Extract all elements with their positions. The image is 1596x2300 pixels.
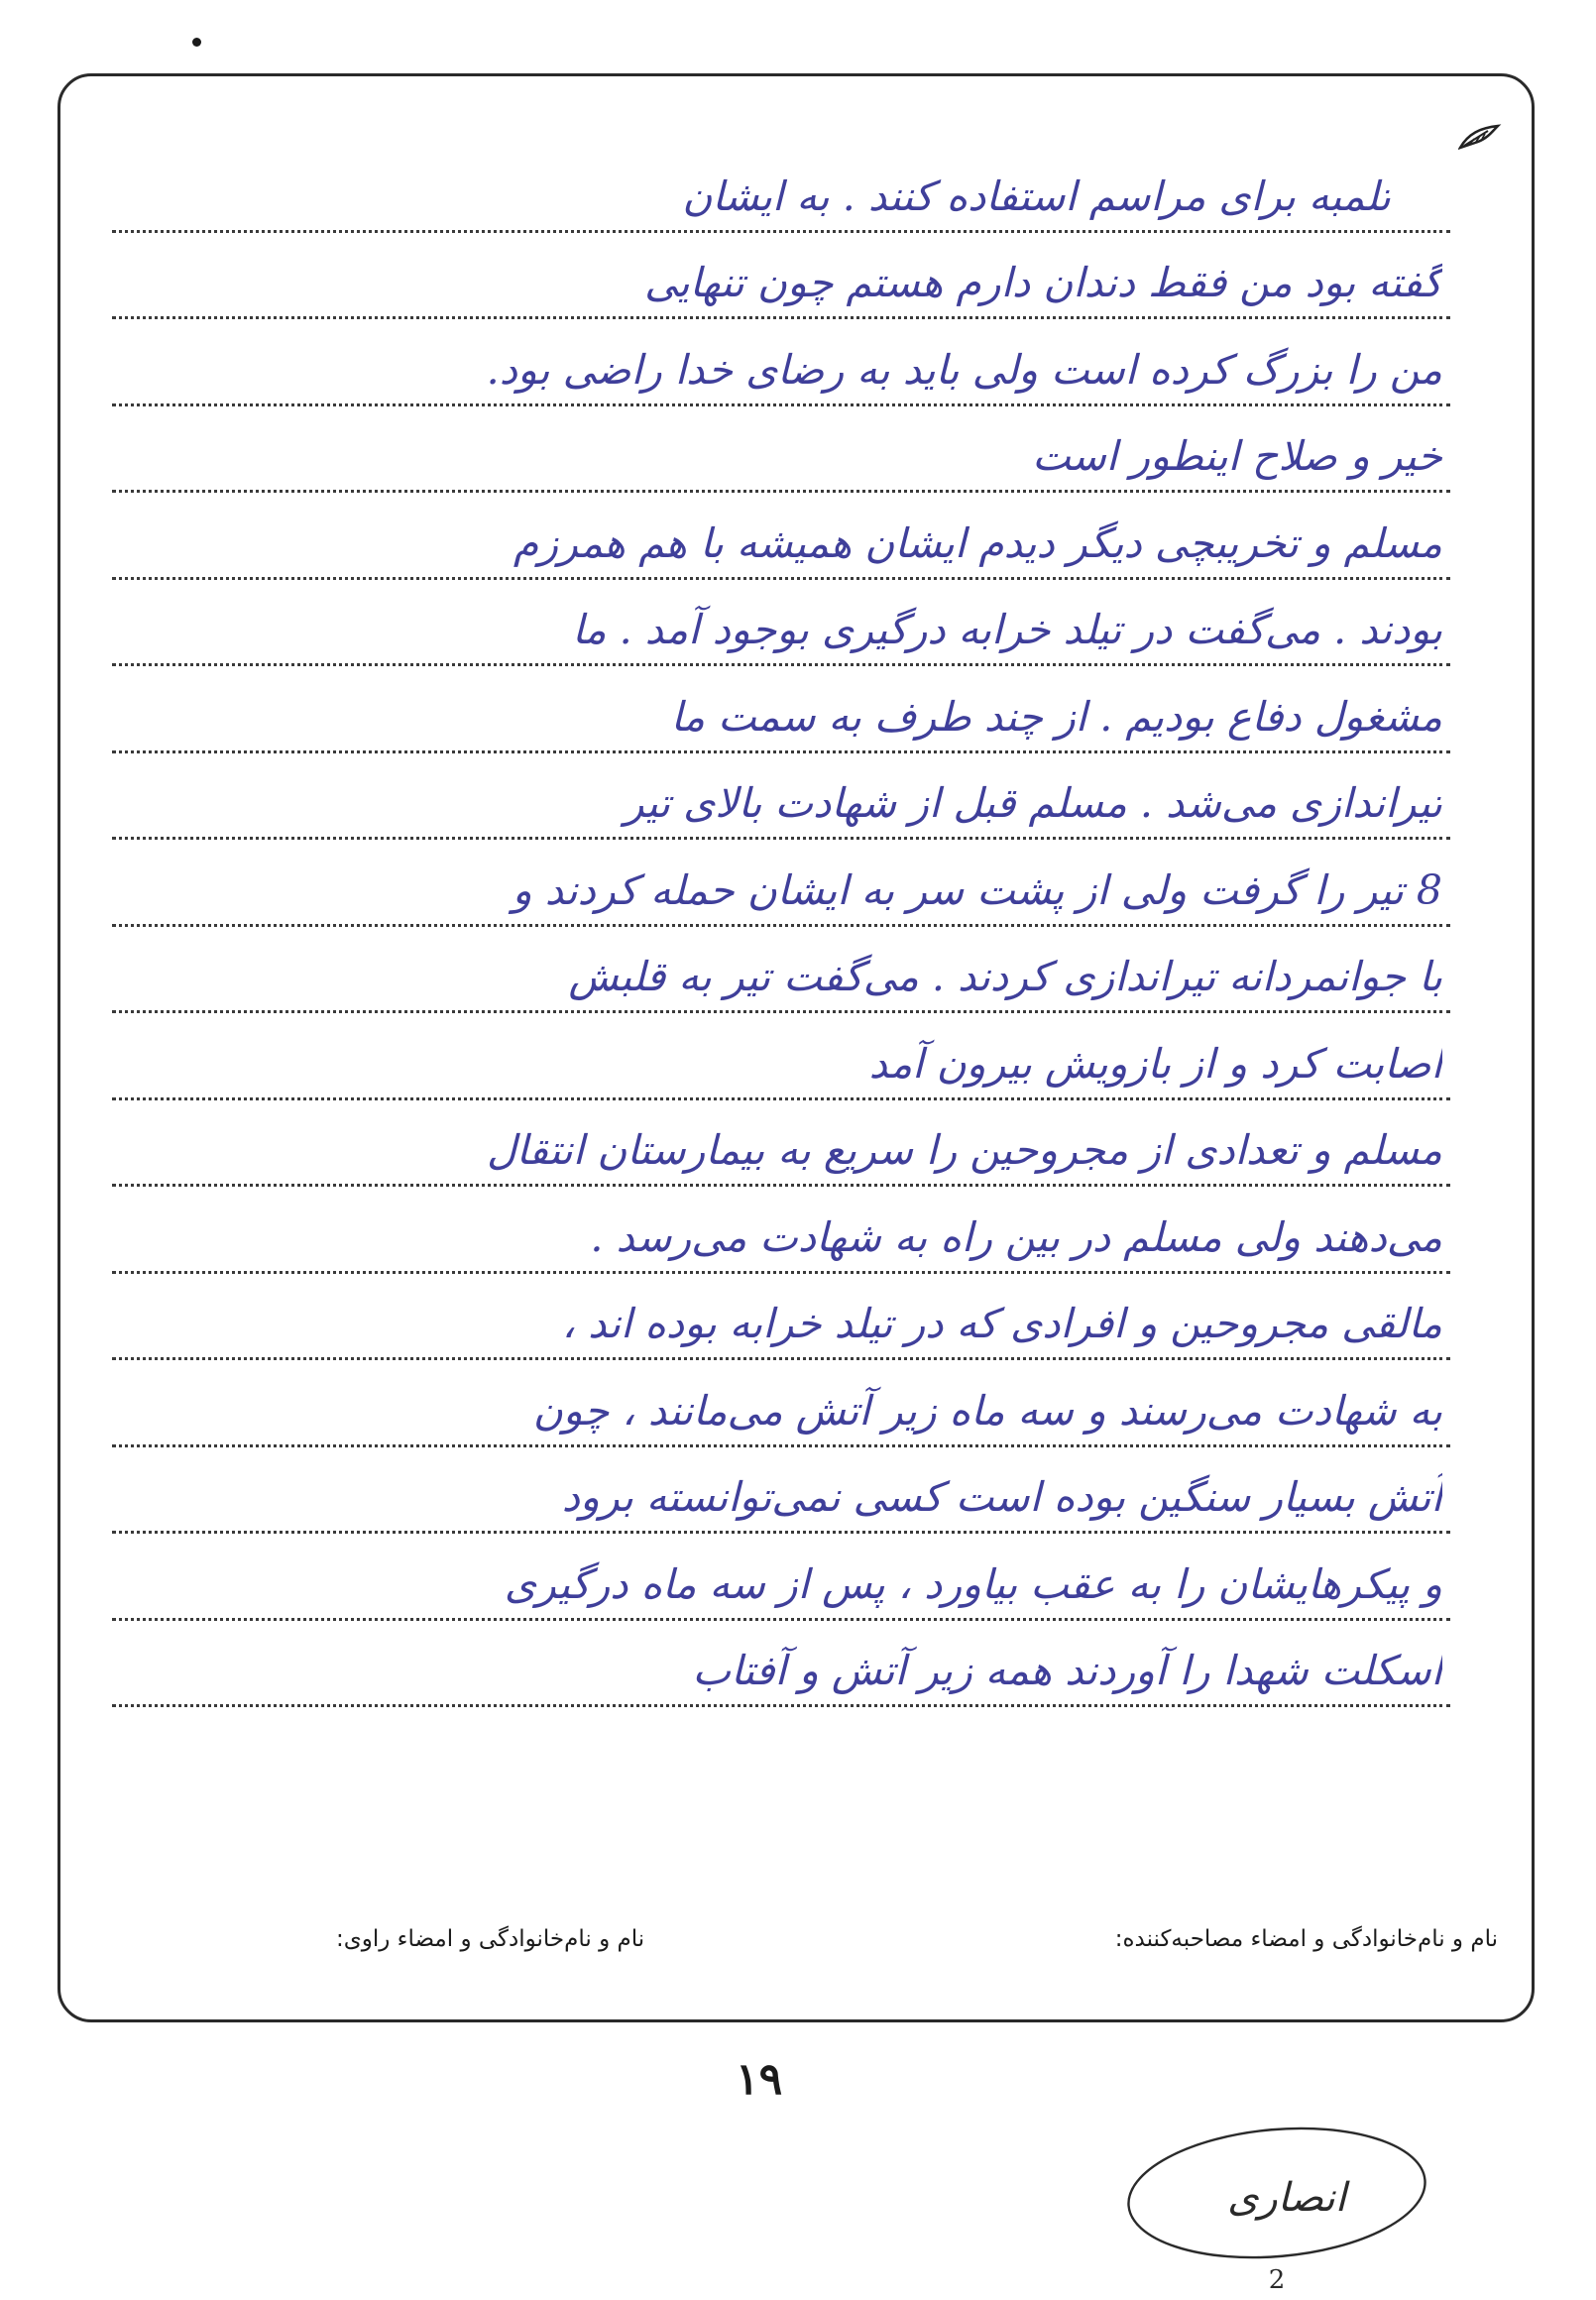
text-line	[112, 493, 1450, 580]
signature-text: انصاری	[1227, 2175, 1346, 2221]
handwritten-line: مشغول دفاع بودیم . از چند طرف به سمت ما	[670, 692, 1442, 741]
ink-dot	[192, 38, 201, 47]
quill-icon	[1458, 122, 1502, 152]
text-line	[112, 1534, 1450, 1621]
handwritten-line: مالقی مجروحین و افرادی که در تیلد خرابه بوده اند ،	[561, 1300, 1442, 1347]
text-line	[112, 1013, 1450, 1100]
page-number: ۱۹	[736, 2054, 783, 2105]
handwritten-line: مسلم و تعدادی از مجروحین را سریع به بیمارستان انتقال	[487, 1126, 1442, 1174]
handwritten-line: مسلم و تخریبچی دیگر دیدم ایشان همیشه با هم همرزم	[513, 518, 1442, 567]
handwritten-line: بودند . می‌گفت در تیلد خرابه درگیری بوجود آمد . ما	[572, 606, 1442, 653]
text-line	[112, 666, 1450, 753]
text-line	[112, 146, 1450, 233]
handwritten-line: تیراندازی می‌شد . مسلم قبل از شهادت بالای تیر	[624, 779, 1442, 827]
handwritten-line: تلمبه برای مراسم استفاده کنند . به ایشان	[682, 172, 1391, 220]
text-line	[112, 580, 1450, 667]
signature-mark: 2	[1268, 2265, 1286, 2295]
text-line	[112, 1360, 1450, 1447]
signature-footer	[112, 1926, 1498, 1976]
handwritten-line: و پیکرهایشان را به عقب بیاورد ، پس از سه ماه درگیری	[504, 1559, 1442, 1608]
interviewer-signature-label: نام و نام‌خانوادگی و امضاء مصاحبه‌کننده:	[1114, 1926, 1498, 1952]
handwritten-line: اصابت کرد و از بازویش بیرون آمد	[868, 1039, 1442, 1088]
text-line	[112, 1274, 1450, 1361]
notebook-page	[57, 73, 1535, 2022]
handwritten-line: 8 تیر را گرفت ولی از پشت سر به ایشان حمله کردند و	[512, 865, 1442, 914]
handwritten-line: من را بزرگ کرده است ولی باید به رضای خدا راضی بود.	[486, 345, 1442, 394]
text-line	[112, 927, 1450, 1014]
text-line	[112, 1187, 1450, 1274]
handwritten-signature	[1118, 2114, 1445, 2296]
text-line	[112, 406, 1450, 494]
handwritten-line: به شهادت می‌رسند و سه ماه زیر آتش می‌مانند ، چون	[532, 1386, 1442, 1435]
narrator-signature-label: نام و نام‌خانوادگی و امضاء راوی:	[336, 1926, 645, 1952]
handwritten-line: خیر و صلاح اینطور است	[1032, 432, 1442, 480]
text-line	[112, 1100, 1450, 1188]
text-line	[112, 840, 1450, 927]
handwritten-line: اسکلت شهدا را آوردند همه زیر آتش و آفتاب	[692, 1647, 1442, 1694]
handwritten-line: آتش بسیار سنگین بوده است کسی نمی‌توانسته برود	[561, 1473, 1442, 1521]
handwritten-text-lines	[112, 146, 1450, 1707]
text-line	[112, 1621, 1450, 1708]
text-line	[112, 319, 1450, 406]
text-line	[112, 1447, 1450, 1535]
text-line	[112, 753, 1450, 841]
handwritten-line: می‌دهند ولی مسلم در بین راه به شهادت می‌رسد .	[590, 1212, 1442, 1261]
handwritten-line: گفته بود من فقط دندان دارم هستم چون تنهایی	[644, 259, 1442, 306]
handwritten-line: با جوانمردانه تیراندازی کردند . می‌گفت تیر به قلبش	[568, 953, 1442, 1000]
text-line	[112, 233, 1450, 320]
